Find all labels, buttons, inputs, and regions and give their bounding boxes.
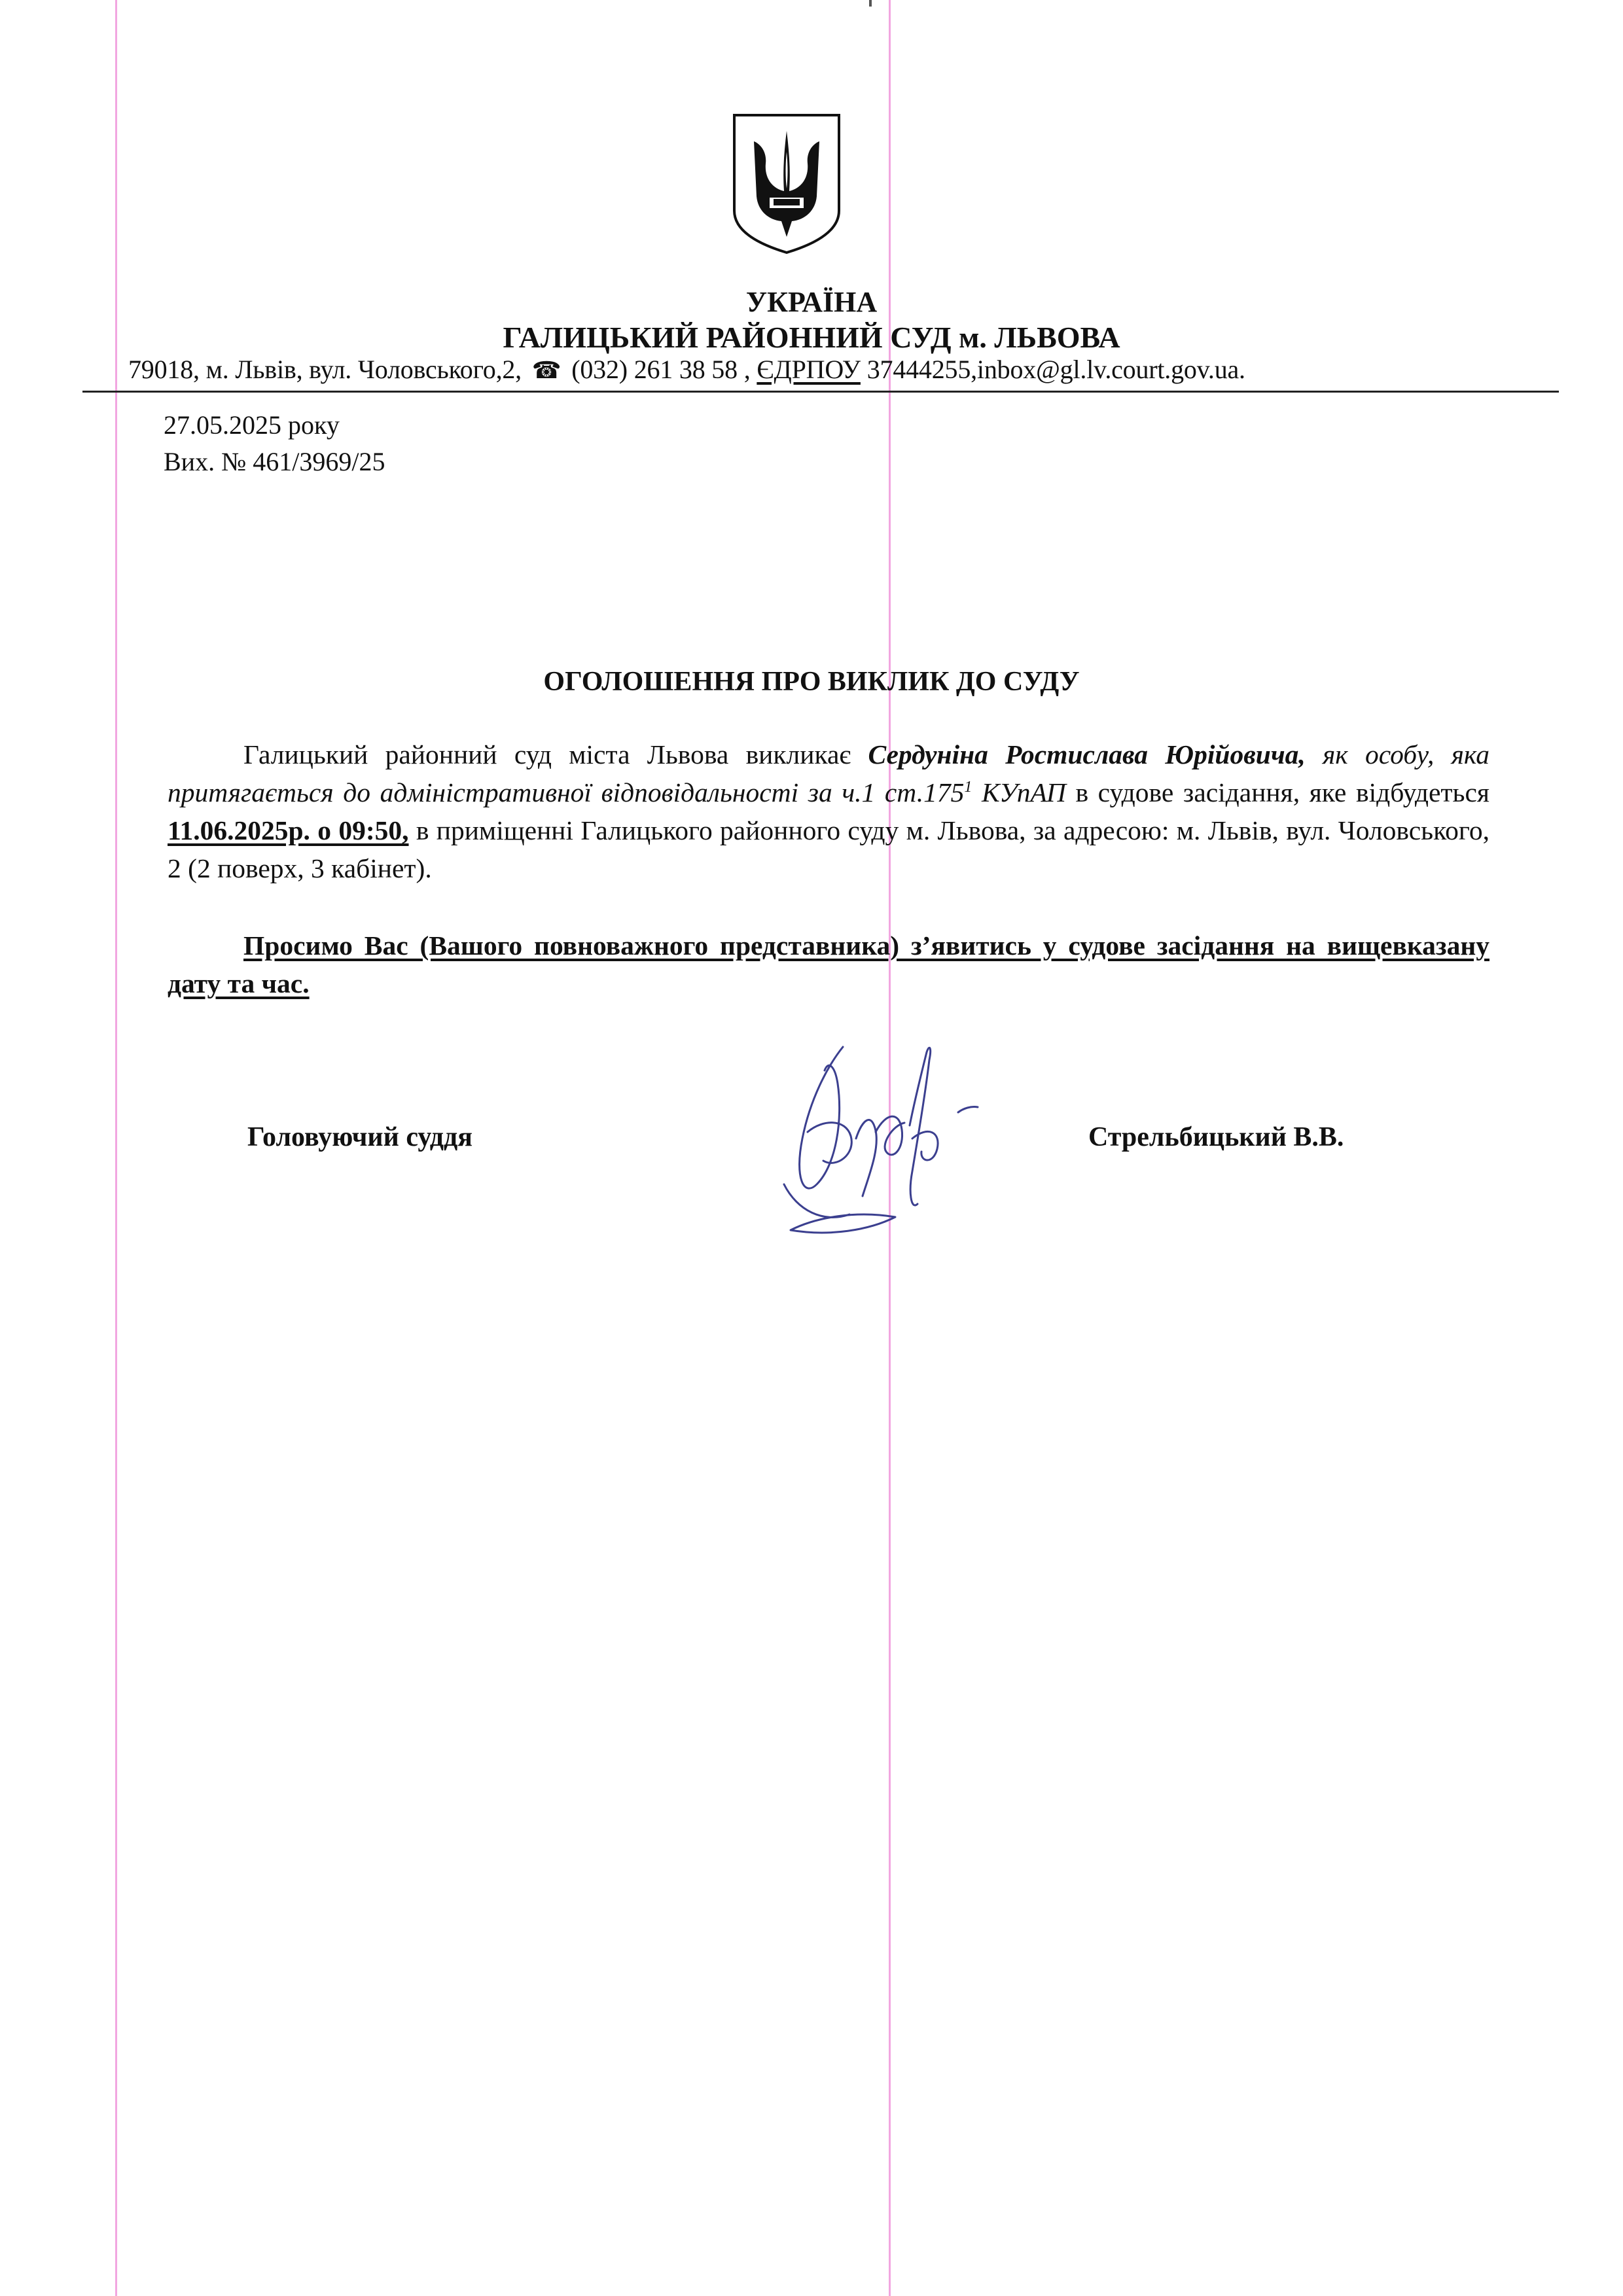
appearance-request: Просимо Вас (Вашого повноважного представника) з’явитись у судове засідання на вищевказану дату та час. [168,930,1489,998]
telephone-icon: ☎ [531,357,562,383]
document-date: 27.05.2025 року [164,410,340,440]
top-mark [869,0,872,7]
hearing-location: в приміщенні Галицького районного суду м. Львова, за адресою: м. Львів, вул. Чоловського, 2 (2 поверх, 3 кабінет). [168,815,1489,883]
liability-clause: як особу, яка притягається до адміністративної відповідальності за ч.1 ст.175 [168,739,1489,807]
header-rule [82,391,1559,393]
court-name-heading: ГАЛИЦЬКИЙ РАЙОННИЙ СУД м. ЛЬВОВА [503,321,1120,354]
coat-of-arms-emblem [732,113,842,255]
edrpou-label: ЄДРПОУ [757,355,861,384]
handwritten-signature [764,1021,995,1256]
edrpou-email: 37444255,inbox@gl.lv.court.gov.ua. [866,355,1245,384]
hearing-datetime: 11.06.2025р. о 09:50, [168,815,409,845]
summons-paragraph [168,735,1489,887]
hearing-phrase: в судове засідання, яке відбудеться [1065,777,1489,807]
court-phone: (032) 261 38 58 , [571,355,751,384]
judge-role: Головуючий суддя [247,1122,473,1152]
court-address: 79018, м. Львів, вул. Чоловського,2, [128,355,522,384]
country-heading: УКРАЇНА [745,286,878,318]
body-intro: Галицький районний суд міста Львова викликає [243,739,868,769]
outgoing-number: Вих. № 461/3969/25 [164,447,385,476]
person-name: Сердуніна Ростислава Юрійовича, [868,739,1306,769]
code-abbreviation: КУпАП [972,777,1066,807]
judge-name: Стрельбицький В.В. [1088,1122,1344,1152]
document-title: ОГОЛОШЕННЯ ПРО ВИКЛИК ДО СУДУ [543,667,1080,697]
article-superscript: 1 [964,779,972,796]
court-contact-line [128,354,1522,385]
